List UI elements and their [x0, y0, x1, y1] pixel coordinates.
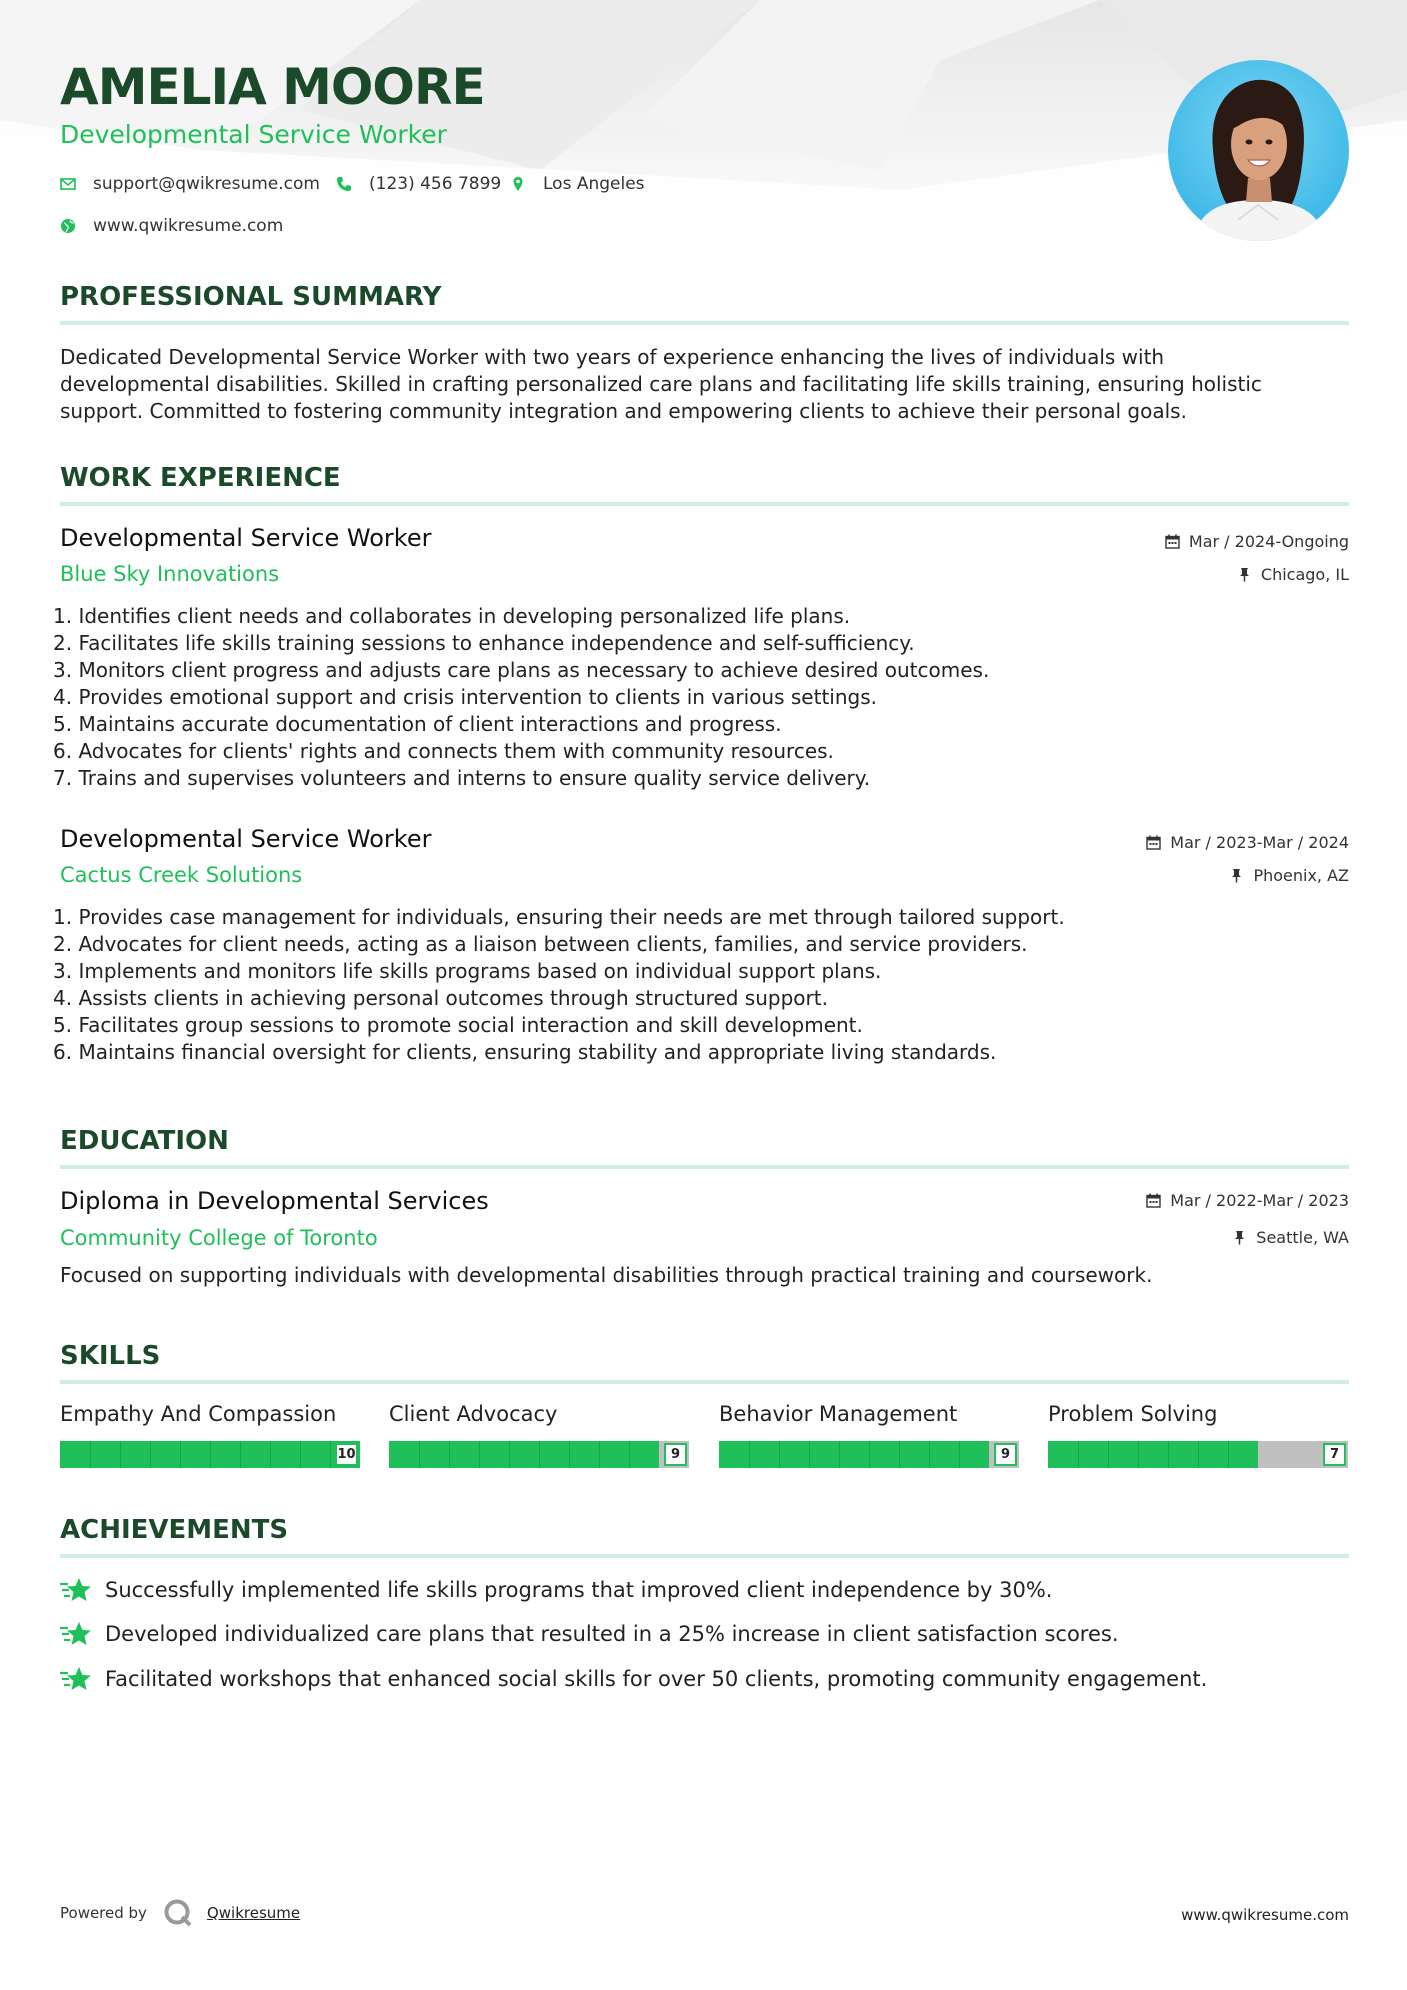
pushpin-icon — [1229, 868, 1244, 883]
summary-text — [60, 344, 1350, 425]
list-item: 3. Implements and monitors life skills programs based on individual support plans. — [53, 959, 882, 983]
job-dates — [1165, 532, 1349, 551]
skill-bar-segment — [1138, 1441, 1139, 1468]
list-item: 2. Advocates for client needs, acting as a liaison between clients, families, and service providers. — [53, 932, 1028, 956]
globe-icon — [60, 218, 76, 234]
achievement-text: Successfully implemented life skills programs that improved client independence by 30%. — [105, 1578, 1053, 1602]
skill-bar-segment — [150, 1441, 151, 1468]
experience-divider — [60, 502, 1349, 506]
skill-bar-segment — [809, 1441, 810, 1468]
degree-title: Diploma in Developmental Services — [60, 1187, 489, 1215]
job-company: Cactus Creek Solutions — [60, 863, 303, 887]
star-icon — [60, 1576, 92, 1604]
skill-bar-segment — [599, 1441, 600, 1468]
school-name: Community College of Toronto — [60, 1226, 378, 1250]
skill-bar-segment — [899, 1441, 900, 1468]
contact-phone — [336, 174, 501, 194]
summary-line: developmental disabilities. Skilled in crafting personalized care plans and facilitating life skills training, ensuring holistic — [60, 372, 1262, 396]
experience-heading: WORK EXPERIENCE — [60, 463, 341, 493]
list-item: 6. Maintains financial oversight for clients, ensuring stability and appropriate living standards. — [53, 1040, 997, 1064]
calendar-icon — [1146, 835, 1161, 850]
skill-bar-segment — [959, 1441, 960, 1468]
list-item: 5. Maintains accurate documentation of client interactions and progress. — [53, 712, 782, 736]
skill-level-badge: 9 — [994, 1443, 1017, 1466]
skill-bar-segment — [300, 1441, 301, 1468]
skill-bar-segment — [569, 1441, 570, 1468]
job-location-text: Chicago, IL — [1260, 565, 1349, 584]
achievements-divider — [60, 1554, 1349, 1558]
skill-bar-fill — [389, 1441, 659, 1468]
achievement-item — [60, 1620, 1119, 1648]
envelope-icon — [60, 176, 76, 192]
job-title: Developmental Service Worker — [60, 524, 432, 552]
job-dates-text: Mar / 2023-Mar / 2024 — [1170, 833, 1349, 852]
list-item: 5. Facilitates group sessions to promote social interaction and skill development. — [53, 1013, 863, 1037]
email-text: support@qwikresume.com — [93, 174, 320, 194]
skill-bar-segment — [120, 1441, 121, 1468]
skill-bar-segment — [270, 1441, 271, 1468]
contact-website — [60, 216, 283, 236]
skill-bar — [719, 1441, 1019, 1468]
skill-name: Problem Solving — [1048, 1402, 1218, 1426]
qwikresume-link[interactable]: Qwikresume — [206, 1904, 301, 1922]
website-text: www.qwikresume.com — [93, 216, 284, 236]
powered-by-label: Powered by — [60, 1904, 147, 1922]
achievement-text: Facilitated workshops that enhanced social skills for over 50 clients, promoting community engagement. — [105, 1667, 1208, 1691]
contact-location — [510, 174, 645, 194]
skill-bar-segment — [1198, 1441, 1199, 1468]
job-location — [1237, 565, 1349, 584]
contact-email — [60, 174, 320, 194]
education-description: Focused on supporting individuals with developmental disabilities through practical training and coursework. — [60, 1263, 1153, 1287]
pushpin-icon — [1232, 1230, 1247, 1245]
skills-heading: SKILLS — [60, 1341, 161, 1371]
skill-bar-segment — [1228, 1441, 1229, 1468]
job-bullets — [53, 603, 1343, 792]
skill-level-badge: 7 — [1323, 1443, 1346, 1466]
education-divider — [60, 1165, 1349, 1169]
skill-bar-segment — [779, 1441, 780, 1468]
achievement-text: Developed individualized care plans that resulted in a 25% increase in client satisfaction scores. — [105, 1622, 1119, 1646]
skills-divider — [60, 1380, 1349, 1384]
job-dates-text: Mar / 2024-Ongoing — [1188, 532, 1349, 551]
skill-level-badge: 9 — [664, 1443, 687, 1466]
job-location — [1229, 866, 1349, 885]
skill-bar-segment — [479, 1441, 480, 1468]
skill-name: Client Advocacy — [389, 1402, 558, 1426]
skill-bar-segment — [929, 1441, 930, 1468]
skill-bar — [389, 1441, 689, 1468]
skill-bar-segment — [509, 1441, 510, 1468]
summary-line: support. Committed to fostering community integration and empowering clients to achieve their personal goals. — [60, 399, 1187, 423]
job-title: Developmental Service Worker — [60, 825, 432, 853]
profile-photo — [1168, 60, 1349, 241]
achievement-item — [60, 1665, 1207, 1693]
list-item: 2. Facilitates life skills training sessions to enhance independence and self-sufficiency. — [53, 631, 915, 655]
job-dates — [1146, 833, 1349, 852]
skill-bar-fill — [1048, 1441, 1258, 1468]
list-item: 6. Advocates for clients' rights and connects them with community resources. — [53, 739, 834, 763]
skill-bar-fill — [719, 1441, 989, 1468]
education-dates-text: Mar / 2022-Mar / 2023 — [1170, 1191, 1349, 1210]
map-pin-icon — [510, 176, 526, 192]
education-heading: EDUCATION — [60, 1126, 229, 1156]
phone-text: (123) 456 7899 — [369, 174, 502, 194]
list-item: 3. Monitors client progress and adjusts care plans as necessary to achieve desired outcomes. — [53, 658, 990, 682]
pushpin-icon — [1237, 567, 1252, 582]
footer-website[interactable]: www.qwikresume.com — [1181, 1906, 1349, 1924]
skill-bar-segment — [240, 1441, 241, 1468]
skill-bar — [1048, 1441, 1348, 1468]
job-company: Blue Sky Innovations — [60, 562, 280, 586]
skill-bar-segment — [1168, 1441, 1169, 1468]
location-text: Los Angeles — [543, 174, 645, 194]
job-bullets — [53, 904, 1343, 1066]
skill-bar-segment — [749, 1441, 750, 1468]
skill-level-badge: 10 — [335, 1443, 358, 1466]
skill-bar-segment — [539, 1441, 540, 1468]
candidate-name: AMELIA MOORE — [60, 58, 485, 116]
skill-bar — [60, 1441, 360, 1468]
footer-powered-by — [60, 1898, 300, 1928]
calendar-icon — [1146, 1193, 1161, 1208]
star-icon — [60, 1665, 92, 1693]
education-dates — [1146, 1191, 1349, 1210]
skill-bar-segment — [1108, 1441, 1109, 1468]
qwikresume-logo-icon — [163, 1898, 193, 1928]
phone-icon — [336, 176, 352, 192]
skill-bar-segment — [330, 1441, 331, 1468]
summary-divider — [60, 321, 1349, 325]
summary-heading: PROFESSIONAL SUMMARY — [60, 282, 442, 312]
skill-bar-segment — [869, 1441, 870, 1468]
list-item: 1. Identifies client needs and collaborates in developing personalized life plans. — [53, 604, 851, 628]
summary-line: Dedicated Developmental Service Worker with two years of experience enhancing the lives of individuals with — [60, 345, 1165, 369]
skill-bar-segment — [449, 1441, 450, 1468]
skill-name: Empathy And Compassion — [60, 1402, 337, 1426]
skill-bar-segment — [839, 1441, 840, 1468]
achievement-item — [60, 1576, 1052, 1604]
candidate-role: Developmental Service Worker — [60, 120, 447, 149]
list-item: 7. Trains and supervises volunteers and interns to ensure quality service delivery. — [53, 766, 871, 790]
education-location — [1232, 1228, 1349, 1247]
skill-bar-segment — [90, 1441, 91, 1468]
skill-name: Behavior Management — [719, 1402, 958, 1426]
skill-bar-segment — [1078, 1441, 1079, 1468]
job-location-text: Phoenix, AZ — [1253, 866, 1349, 885]
achievements-heading: ACHIEVEMENTS — [60, 1515, 289, 1545]
calendar-icon — [1165, 534, 1180, 549]
star-icon — [60, 1620, 92, 1648]
skill-bar-segment — [629, 1441, 630, 1468]
skill-bar-segment — [180, 1441, 181, 1468]
skill-bar-segment — [419, 1441, 420, 1468]
list-item: 4. Assists clients in achieving personal outcomes through structured support. — [53, 986, 828, 1010]
skill-bar-segment — [210, 1441, 211, 1468]
list-item: 4. Provides emotional support and crisis intervention to clients in various settings. — [53, 685, 877, 709]
education-location-text: Seattle, WA — [1256, 1228, 1349, 1247]
list-item: 1. Provides case management for individuals, ensuring their needs are met through tailored support. — [53, 905, 1065, 929]
